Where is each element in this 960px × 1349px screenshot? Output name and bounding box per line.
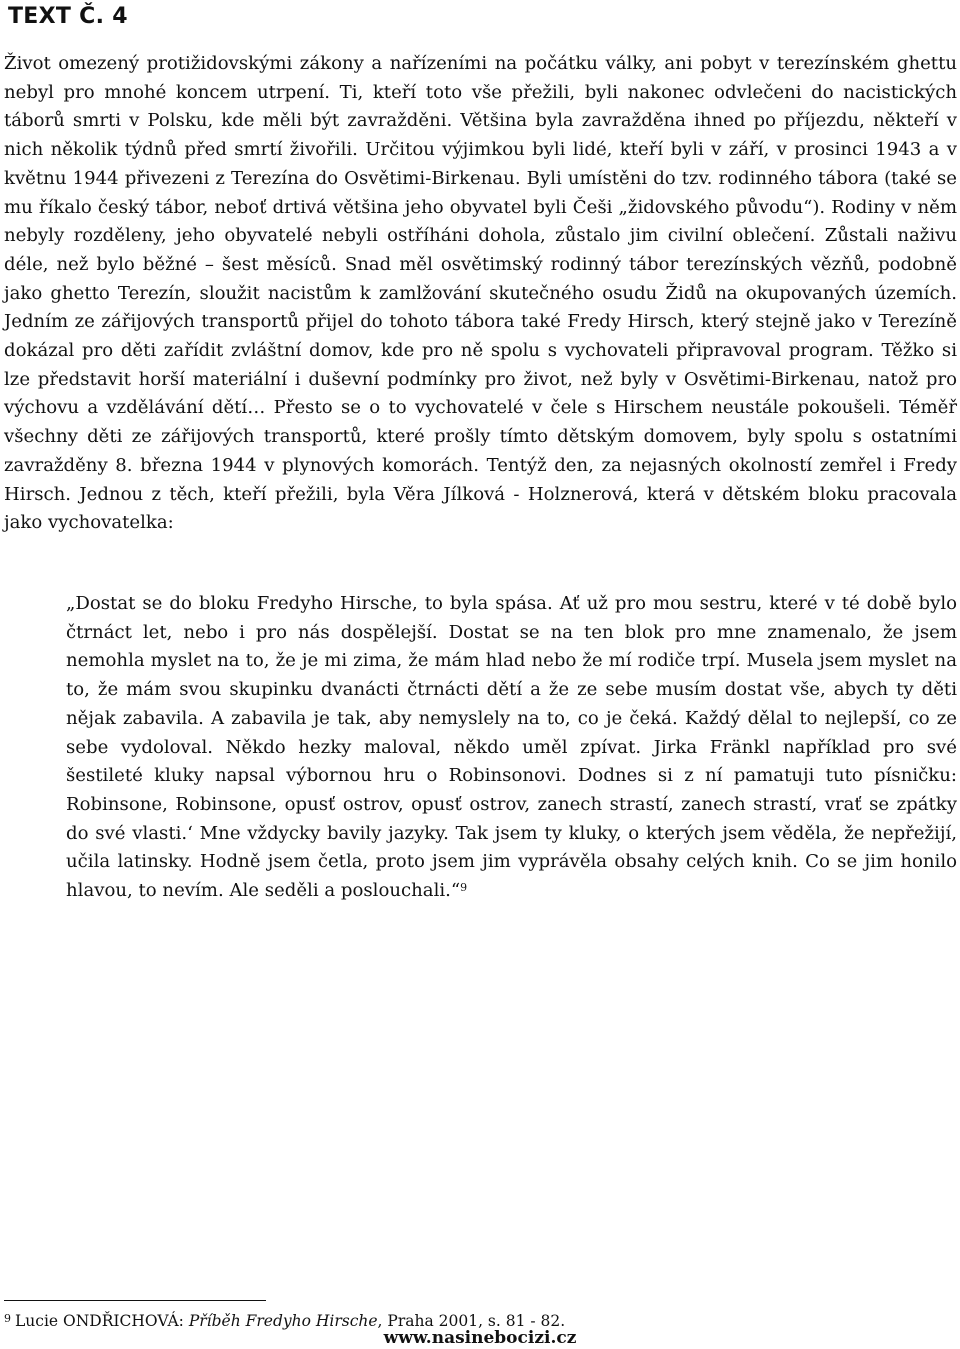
footnote-work-title: Příběh Fredyho Hirsche (188, 1312, 378, 1330)
footer-website-link[interactable]: www.nasinebocizi.cz (383, 1328, 577, 1348)
main-paragraph: Život omezený protižidovskými zákony a nařízeními na počátku války, ani pobyt v terezínském ghettu nebyl pro mnohé koncem utrpení. Ti, kteří toto vše přežili, byli nakonec odvlečeni do nacistických táborů smrti v Polsku, kde měli být zavražděni. Většina byla zavražděna ihned po příjezdu, někteří v nich několik týdnů před smrtí živořili. Určitou výjimkou byli lidé, kteří byli v září, v prosinci 1943 a v květnu 1944 přivezeni z Terezína do Osvětimi-Birkenau. Byli umístěni do tzv. rodinného tábora (také se mu říkalo český tábor, neboť drtivá většina jeho obyvatel byli Češi „židovského původu“). Rodiny v něm nebyly rozděleny, jeho obyvatelé nebyli ostříháni dohola, zůstalo jim civilní oblečení. Zůstali naživu déle, než bylo běžné – šest měsíců. Snad měl osvětimský rodinný tábor terezínských vězňů, podobně jako ghetto Terezín, sloužit nacistům k zamlžování skutečného osudu Židů na okupovaných územích. Jedním ze zářijových transportů přijel do tohoto tábora také Fredy Hirsch, který stejně jako v Terezíně dokázal pro děti zařídit zvláštní domov, kde pro ně spolu s vychovateli připravoval program. Těžko si lze představit horší materiální i duševní podmínky pro život, než byly v Osvětimi-Birkenau, natož pro výchovu a vzdělávání dětí… Přesto se o to vychovatelé v čele s Hirschem neustále pokoušeli. Téměř všechny děti ze zářijových transportů, které prošly tímto dětským domovem, byly spolu s ostatními zavražděny 8. března 1944 v plynových komorách. Tentýž den, za nejasných okolností zemřel i Fredy Hirsch. Jednou z těch, kteří přežili, byla Věra Jílková - Holznerová, která v dětském bloku pracovala jako vychovatelka: (4, 53, 957, 534)
footnote-number: 9 (4, 1312, 11, 1325)
footnote-author: Lucie ONDŘICHOVÁ: (15, 1312, 189, 1330)
quote-text: „Dostat se do bloku Fredyho Hirsche, to byla spása. Ať už pro mou sestru, které v té době bylo čtrnáct let, nebo i pro nás dospělejší. Dostat se na ten blok pro mne znamenalo, že jsem nemohla myslet na to, že je mi zima, že mám hlad nebo že mí rodiče trpí. Musela jsem myslet na to, že mám svou skupinku dvanácti čtrnácti dětí a že ze sebe musím dostat vše, abych ty děti nějak zabavila. A zabavila je tak, aby nemyslely na to, co je čeká. Každý dělal to nejlepší, co ze sebe vydoloval. Někdo hezky maloval, někdo uměl zpívat. Jirka Fränkl například pro své šestileté kluky napsal výbornou hru o Robinsonovi. Dodnes si z ní pamatuji tuto písničku: Robinsone, Robinsone, opusť ostrov, opusť ostrov, zanech strastí, zanech strastí, vrať se zpátky do své vlasti.‘ Mne vždycky bavily jazyky. Tak jsem ty kluky, o kterých jsem věděla, že nepřežijí, učila latinsky. Hodně jsem četla, proto jsem jim vyprávěla obsahy celých knih. Co se jim honilo hlavou, to nevím. Ale seděli a poslouchali.“ (66, 593, 957, 902)
footnote-reference[interactable]: 9 (460, 881, 468, 895)
footnote-details: , Praha 2001, s. 81 - 82. (377, 1312, 566, 1330)
block-quote (66, 590, 957, 906)
footnote-separator (4, 1300, 266, 1301)
footnote (4, 1310, 565, 1330)
document-title: TEXT Č. 4 (8, 4, 128, 29)
